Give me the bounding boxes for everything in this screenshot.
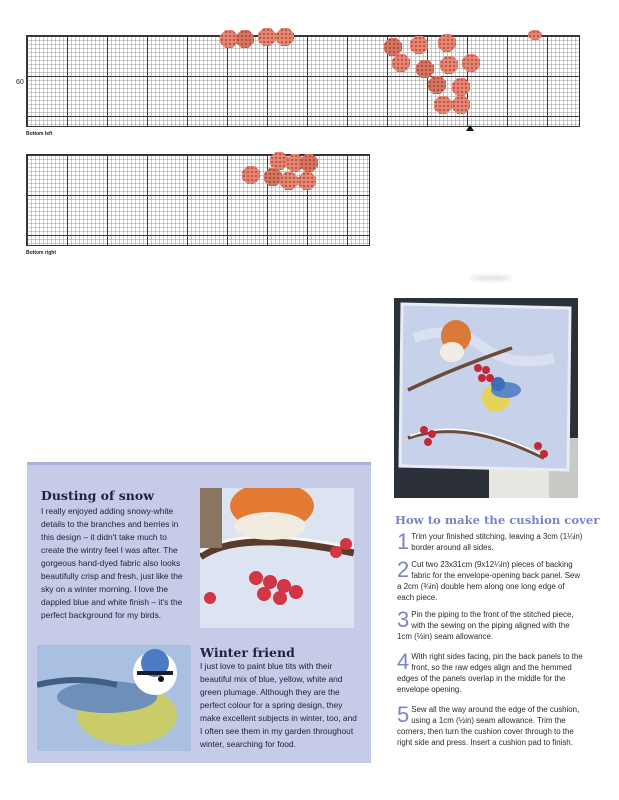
- blue-tit-photo: [37, 645, 191, 751]
- section-text-dusting-of-snow: I really enjoyed adding snowy-white details to the branches and berries in this design – it didn't take much to create the wintry feel I was after. The gorgeous hand-dyed fabric also looks beautifully crisp and fresh, just like the sky on a winter morning. I love the dappled blue and white finish – it's the perfect background for my birds.: [41, 506, 183, 620]
- berry-stitch: [452, 78, 470, 96]
- section-text-winter-friend: I just love to paint blue tits with their beautiful mix of blue, yellow, white and green plumage. Although they are the perfect colour for a spring design, they make excellent subjects in winter, too, and I often see them in my garden throughout winter, searching for food.: [200, 661, 357, 749]
- center-marker-arrow: [466, 125, 474, 131]
- step-3: [397, 607, 583, 643]
- step-4: [397, 649, 583, 696]
- berry-stitch: [258, 28, 276, 46]
- berry-stitch: [438, 34, 456, 52]
- robin-photo: [200, 488, 354, 628]
- chart-label-bottom-right: Bottom right: [26, 250, 56, 256]
- step-1: [397, 529, 583, 554]
- section-title-dusting-of-snow: Dusting of snow: [41, 488, 154, 503]
- step-2: [397, 557, 583, 604]
- chart-row-number: 60: [16, 79, 24, 86]
- berry-stitch: [384, 38, 402, 56]
- berry-stitch: [300, 154, 318, 172]
- chart-bottom-right-grid: [26, 154, 370, 246]
- step-text: Cut two 23x31cm (9x12¼in) pieces of backing fabric for the envelope-opening back panel. Sew a 2cm (¾in) double hem along one long edge of each piece.: [397, 560, 581, 602]
- berry-stitch: [270, 152, 288, 170]
- berry-stitch: [392, 54, 410, 72]
- berry-stitch: [462, 54, 480, 72]
- howto-title: How to make the cushion cover: [395, 513, 600, 527]
- berry-stitch: [428, 76, 446, 94]
- berry-stitch: [452, 96, 470, 114]
- berry-stitch: [440, 56, 458, 74]
- berry-stitch: [298, 172, 316, 190]
- berry-stitch: [410, 36, 428, 54]
- berry-stitch: [264, 168, 282, 186]
- step-number: 3: [397, 607, 410, 632]
- berry-stitch: [434, 96, 452, 114]
- chart-bottom-left-grid: [26, 35, 580, 127]
- step-number: 2: [397, 557, 410, 582]
- step-text: Sew all the way around the edge of the cushion, using a 1cm (½in) seam allowance. Trim the corners, then turn the cushion cover through to the right side and press. Insert a cushion pad to finish.: [397, 705, 580, 747]
- step-text: Trim your finished stitching, leaving a 3cm (1¼in) border around all sides.: [411, 532, 583, 552]
- section-title-winter-friend: Winter friend: [200, 645, 295, 660]
- berry-stitch: [276, 28, 294, 46]
- step-number: 1: [397, 529, 410, 554]
- chart-label-bottom-left: Bottom left: [26, 131, 53, 137]
- cushion-photo: [394, 298, 578, 498]
- step-text: Pin the piping to the front of the stitched piece, with the sewing on the piping aligned with the 1cm (½in) seam allowance.: [397, 610, 574, 641]
- berry-stitch: [280, 172, 298, 190]
- step-number: 4: [397, 649, 410, 674]
- berry-stitch: [416, 60, 434, 78]
- step-text: With right sides facing, pin the back panels to the front, so the raw edges align and the hemmed edges of the panels overlap in the middle for the envelope opening.: [397, 652, 583, 694]
- step-number: 5: [397, 702, 410, 727]
- step-5: [397, 702, 583, 749]
- page-shadow: [470, 276, 512, 280]
